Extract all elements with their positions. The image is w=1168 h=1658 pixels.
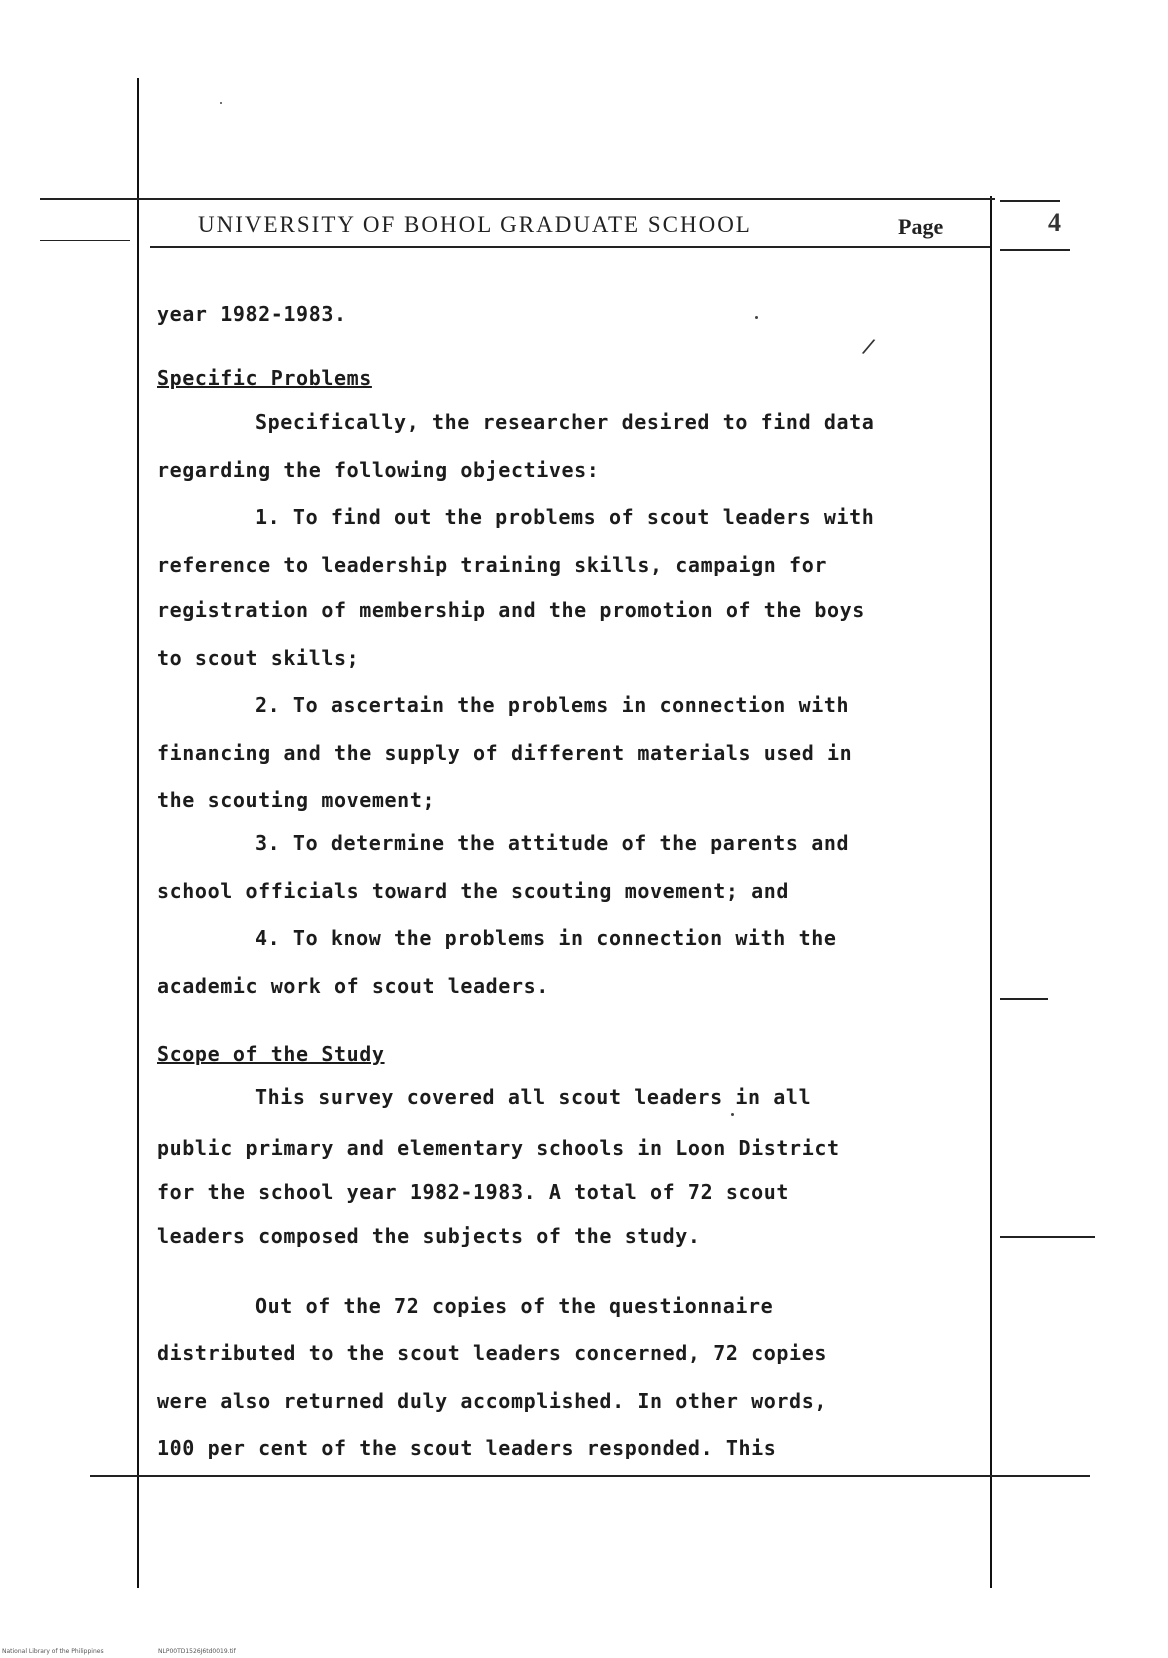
body-line: the scouting movement; bbox=[157, 788, 436, 812]
speck bbox=[755, 316, 758, 319]
institution-header: UNIVERSITY OF BOHOL GRADUATE SCHOOL bbox=[198, 212, 752, 237]
bottom-rule bbox=[90, 1475, 1090, 1477]
list-item-2: 2. To ascertain the problems in connection with bbox=[255, 693, 850, 717]
body-line: academic work of scout leaders. bbox=[157, 974, 549, 998]
body-line: school officials toward the scouting movement; and bbox=[157, 879, 790, 903]
header-bottom-rule bbox=[150, 246, 990, 248]
body-line: Specifically, the researcher desired to find data bbox=[255, 410, 875, 434]
body-line: registration of membership and the promotion of the boys bbox=[157, 598, 865, 622]
left-margin-line bbox=[137, 78, 139, 1588]
body-line: This survey covered all scout leaders in all bbox=[255, 1085, 812, 1109]
page-number: 4 bbox=[1048, 208, 1061, 237]
section-heading-specific-problems: Specific Problems bbox=[157, 366, 372, 390]
body-line: leaders composed the subjects of the study. bbox=[157, 1224, 701, 1248]
section-heading-scope: Scope of the Study bbox=[157, 1042, 385, 1066]
list-item-4: 4. To know the problems in connection with the bbox=[255, 926, 837, 950]
header-top-rule-right bbox=[1000, 200, 1060, 202]
body-line: Out of the 72 copies of the questionnaire bbox=[255, 1294, 774, 1318]
list-item-3: 3. To determine the attitude of the parents and bbox=[255, 831, 850, 855]
page-label: Page bbox=[898, 214, 944, 239]
body-line: to scout skills; bbox=[157, 646, 360, 670]
footer-library: National Library of the Philippines bbox=[2, 1648, 104, 1655]
body-line: were also returned duly accomplished. In other words, bbox=[157, 1389, 827, 1413]
right-margin-line bbox=[990, 196, 992, 1588]
body-line: distributed to the scout leaders concerned, 72 copies bbox=[157, 1341, 827, 1365]
body-line: financing and the supply of different materials used in bbox=[157, 741, 853, 765]
footer-filename: NLP00TD1526J6td0019.tif bbox=[158, 1648, 236, 1655]
speck bbox=[220, 102, 222, 104]
margin-tick-2 bbox=[1000, 1236, 1095, 1238]
list-item-1: 1. To find out the problems of scout leaders with bbox=[255, 505, 875, 529]
body-line: reference to leadership training skills, campaign for bbox=[157, 553, 827, 577]
header-top-rule bbox=[40, 198, 995, 200]
body-line: for the school year 1982-1983. A total of 72 scout bbox=[157, 1180, 790, 1204]
body-line: regarding the following objectives: bbox=[157, 458, 600, 482]
speck bbox=[731, 1113, 734, 1116]
pen-mark: / bbox=[860, 332, 878, 360]
margin-tick-1 bbox=[1000, 998, 1048, 1000]
body-line: public primary and elementary schools in Loon District bbox=[157, 1136, 840, 1160]
header-bottom-rule-right bbox=[1000, 249, 1070, 251]
body-line: 100 per cent of the scout leaders responded. This bbox=[157, 1436, 777, 1460]
header-left-stub bbox=[40, 240, 130, 241]
body-line: year 1982-1983. bbox=[157, 302, 347, 326]
